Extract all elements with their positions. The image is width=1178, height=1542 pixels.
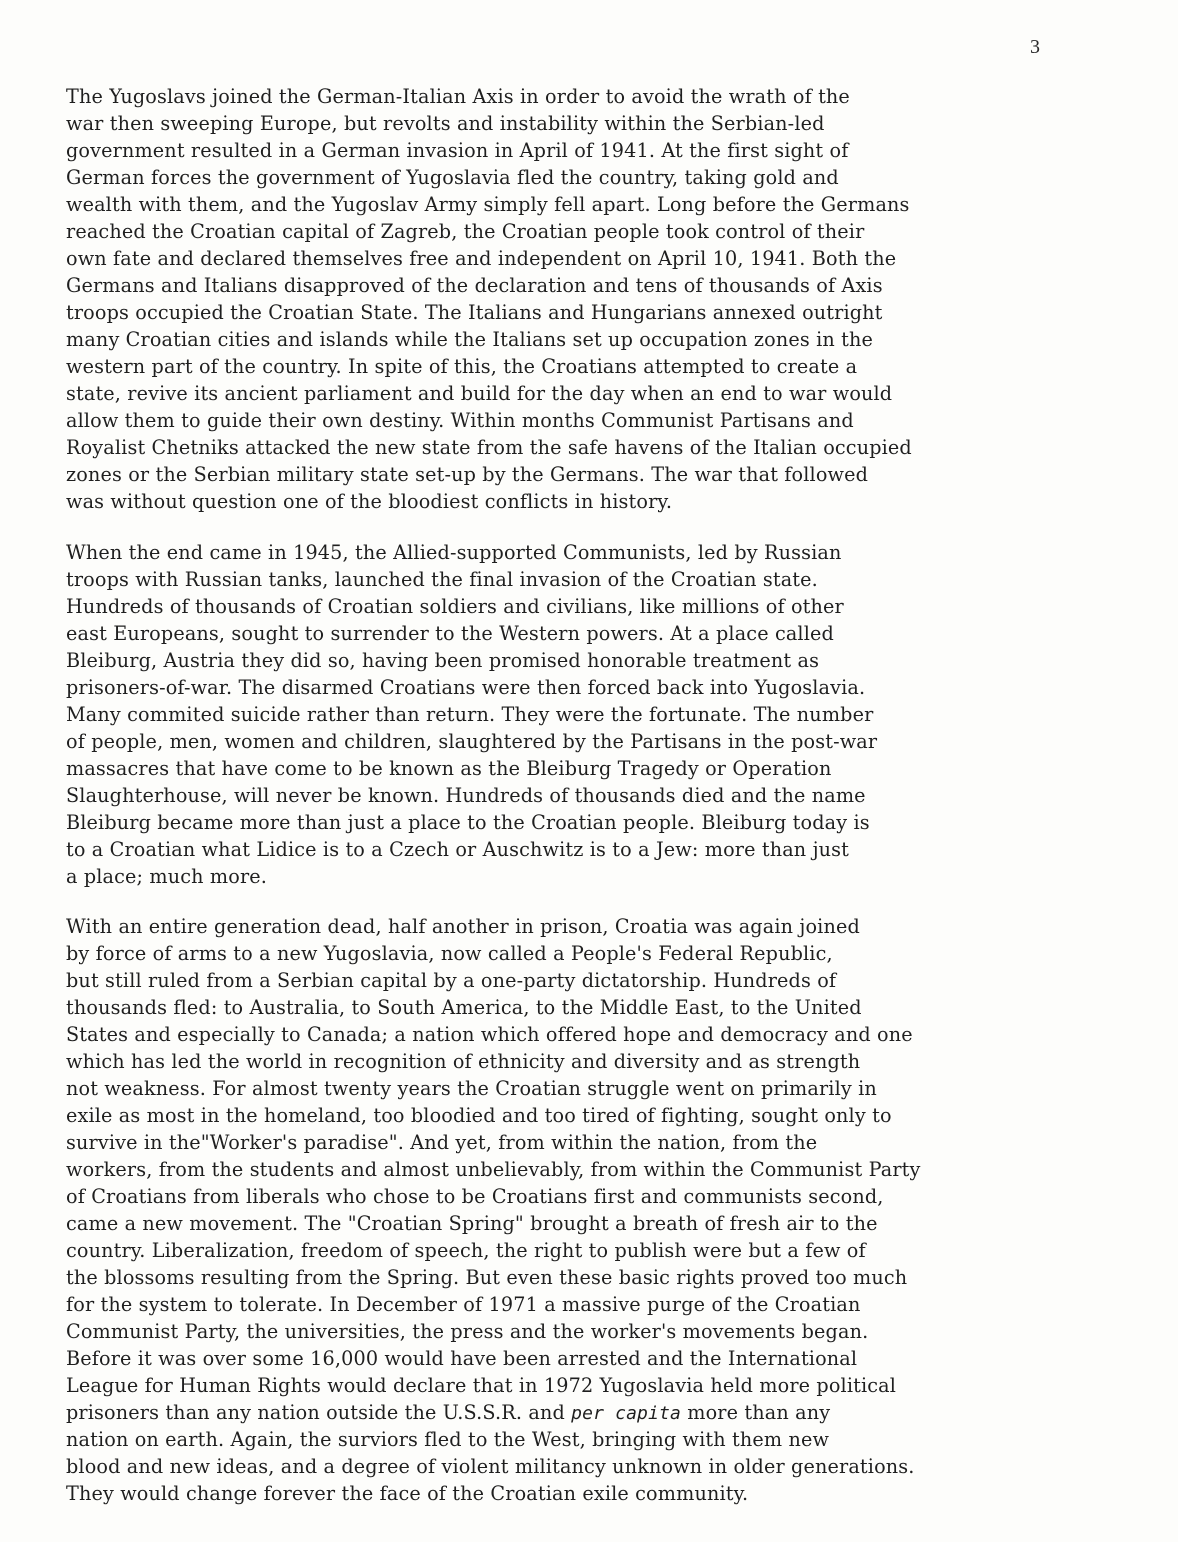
text-line: prisoners-of-war. The disarmed Croatians were then forced back into Yugoslavia. xyxy=(66,676,866,699)
text-line: reached the Croatian capital of Zagreb, the Croatian people took control of their xyxy=(66,220,865,243)
text-line: Germans and Italians disapproved of the declaration and tens of thousands of Axis xyxy=(66,274,883,297)
text-line: States and especially to Canada; a nation which offered hope and democracy and one xyxy=(66,1023,913,1046)
text-line: not weakness. For almost twenty years the Croatian struggle went on primarily in xyxy=(66,1077,877,1100)
text-line: for the system to tolerate. In December of 1971 a massive purge of the Croatian xyxy=(66,1293,861,1316)
text-line: workers, from the students and almost unbelievably, from within the Communist Party xyxy=(66,1158,921,1181)
text-segment: prisoners than any nation outside the U.S.S.R. and xyxy=(66,1401,565,1424)
text-line: was without question one of the bloodiest conflicts in history. xyxy=(66,490,673,513)
text-line: western part of the country. In spite of this, the Croatians attempted to create a xyxy=(66,355,858,378)
text-line: the blossoms resulting from the Spring. But even these basic rights proved too much xyxy=(66,1266,908,1289)
text-line: zones or the Serbian military state set-up by the Germans. The war that followed xyxy=(66,463,869,486)
text-line: Before it was over some 16,000 would have been arrested and the International xyxy=(66,1347,858,1370)
text-line: came a new movement. The "Croatian Spring" brought a breath of fresh air to the xyxy=(66,1212,878,1235)
text-line-with-italic xyxy=(66,1400,830,1427)
text-line: Hundreds of thousands of Croatian soldiers and civilians, like millions of other xyxy=(66,595,844,618)
text-line: thousands fled: to Australia, to South America, to the Middle East, to the United xyxy=(66,996,862,1019)
text-line: Communist Party, the universities, the press and the worker's movements began. xyxy=(66,1320,869,1343)
text-line: Slaughterhouse, will never be known. Hundreds of thousands died and the name xyxy=(66,784,866,807)
text-line: but still ruled from a Serbian capital by a one-party dictatorship. Hundreds of xyxy=(66,969,837,992)
text-line: wealth with them, and the Yugoslav Army simply fell apart. Long before the Germans xyxy=(66,193,910,216)
text-line: of Croatians from liberals who chose to be Croatians first and communists second, xyxy=(66,1185,884,1208)
text-line: massacres that have come to be known as the Bleiburg Tragedy or Operation xyxy=(66,757,832,780)
text-line: east Europeans, sought to surrender to the Western powers. At a place called xyxy=(66,622,834,645)
text-line: Many commited suicide rather than return. They were the fortunate. The number xyxy=(66,703,874,726)
text-line: survive in the"Worker's paradise". And yet, from within the nation, from the xyxy=(66,1131,818,1154)
text-line: country. Liberalization, freedom of speech, the right to publish were but a few of xyxy=(66,1239,866,1262)
text-line: of people, men, women and children, slaughtered by the Partisans in the post-war xyxy=(66,730,878,753)
text-line: troops occupied the Croatian State. The Italians and Hungarians annexed outright xyxy=(66,301,883,324)
text-line: by force of arms to a new Yugoslavia, now called a People's Federal Republic, xyxy=(66,942,833,965)
text-line: With an entire generation dead, half another in prison, Croatia was again joined xyxy=(66,915,860,938)
text-line: German forces the government of Yugoslavia fled the country, taking gold and xyxy=(66,166,839,189)
italic-phrase: per capita xyxy=(571,1403,682,1424)
text-line: allow them to guide their own destiny. Within months Communist Partisans and xyxy=(66,409,854,432)
text-line: The Yugoslavs joined the German-Italian Axis in order to avoid the wrath of the xyxy=(66,85,850,108)
text-line: many Croatian cities and islands while the Italians set up occupation zones in the xyxy=(66,328,874,351)
text-line: state, revive its ancient parliament and build for the day when an end to war would xyxy=(66,382,893,405)
text-line: which has led the world in recognition of ethnicity and diversity and as strength xyxy=(66,1050,861,1073)
text-line: blood and new ideas, and a degree of violent militancy unknown in older generations. xyxy=(66,1455,915,1478)
text-line: League for Human Rights would declare that in 1972 Yugoslavia held more political xyxy=(66,1374,897,1397)
text-line: exile as most in the homeland, too bloodied and too tired of fighting, sought only to xyxy=(66,1104,892,1127)
text-line: When the end came in 1945, the Allied-supported Communists, led by Russian xyxy=(66,541,842,564)
text-line: They would change forever the face of the Croatian exile community. xyxy=(66,1482,749,1505)
page-number: 3 xyxy=(1030,36,1040,58)
text-line: own fate and declared themselves free and independent on April 10, 1941. Both the xyxy=(66,247,897,270)
text-line: a place; much more. xyxy=(66,865,268,888)
text-line: troops with Russian tanks, launched the final invasion of the Croatian state. xyxy=(66,568,818,591)
text-line: Bleiburg, Austria they did so, having been promised honorable treatment as xyxy=(66,649,820,672)
text-line: nation on earth. Again, the surviors fled to the West, bringing with them new xyxy=(66,1428,830,1451)
text-line: to a Croatian what Lidice is to a Czech or Auschwitz is to a Jew: more than just xyxy=(66,838,850,861)
text-line: government resulted in a German invasion in April of 1941. At the first sight of xyxy=(66,139,849,162)
text-line: Royalist Chetniks attacked the new state from the safe havens of the Italian occupied xyxy=(66,436,912,459)
text-segment: more than any xyxy=(681,1401,831,1424)
text-line: war then sweeping Europe, but revolts and instability within the Serbian-led xyxy=(66,112,825,135)
text-line: Bleiburg became more than just a place to the Croatian people. Bleiburg today is xyxy=(66,811,870,834)
